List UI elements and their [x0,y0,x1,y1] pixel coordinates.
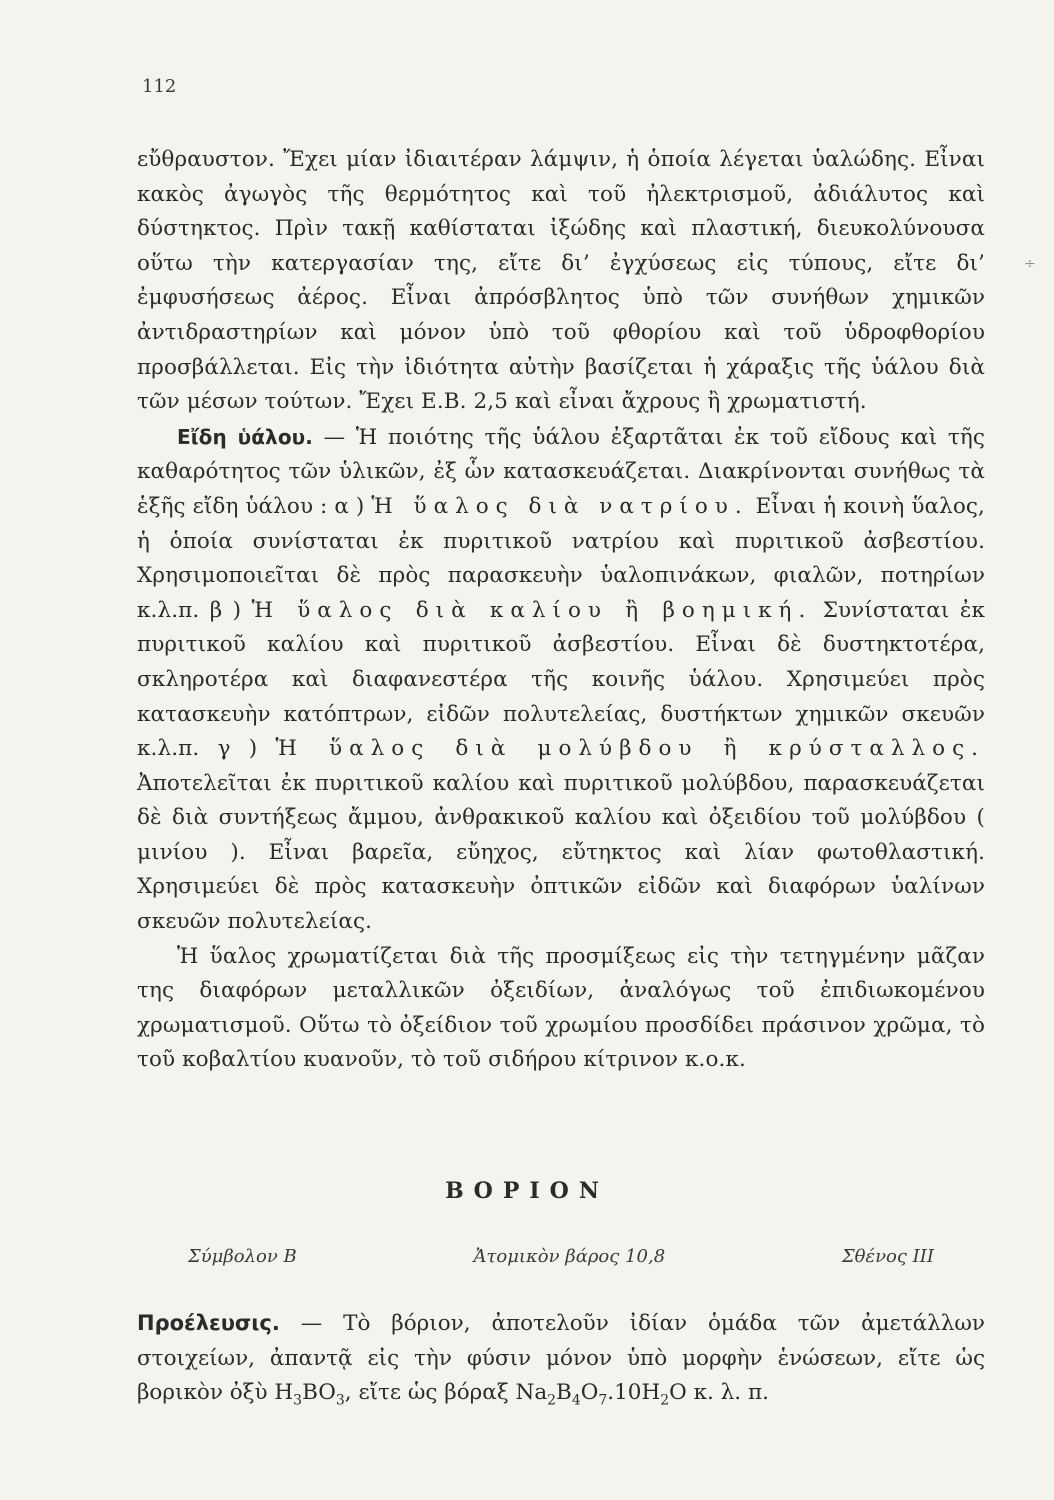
paragraph-text: , εἴτε ὡς βόραξ Na [344,1380,548,1406]
spaced-term: Ἡ ὕαλος διὰ καλίου ἢ βοημική. [251,597,813,623]
section-title: ΒΟΡΙΟΝ [445,1178,609,1204]
spaced-term: Ἡ ὕαλος διὰ μολύβδου ἢ κρύσταλλος. [275,736,985,762]
subscript: 3 [335,1392,345,1409]
paragraph-text: — Ἡ ποιότης τῆς ὑάλου ἐξαρτᾶται ἐκ τοῦ εἴδους καὶ τῆς καθαρότητος τῶν ὑλικῶν, ἐξ ὧν κατασκευάζεται. Διακρίνονται συνήθως τὰ ἑξῆς εἴδη ὑάλου : α ) [137,424,985,519]
paragraph-text: O [580,1380,599,1406]
subscript: 3 [293,1392,303,1409]
valence: Σθένος ΙΙΙ [841,1246,934,1267]
subscript: 7 [598,1392,608,1409]
atomic-weight: Ἀτομικὸν βάρος 10,8 [473,1246,666,1267]
subscript: 4 [571,1392,581,1409]
heading-glass-types: Εἴδη ὑάλου. [177,424,313,449]
paragraph-text: Εἶναι ἡ κοινὴ ὕαλος, ἡ ὁποία συνίσταται ἐκ πυριτικοῦ νατρίου καὶ πυριτικοῦ ἀσβεστίου. Χρησιμοποιεῖται δὲ πρὸς παρασκευὴν ὑαλοπινάκων, φιαλῶν, ποτηρίων κ.λ.π. β ) [137,493,985,623]
paragraph-origin [137,1306,985,1411]
paragraph-text: B [556,1380,572,1406]
body-text [137,143,985,1078]
paragraph-text: Ἀποτελεῖται ἐκ πυριτικοῦ καλίου καὶ πυριτικοῦ μολύβδου, παρασκευάζεται δὲ διὰ συντήξεως ἄμμου, ἀνθρακικοῦ καλίου καὶ ὀξειδίου τοῦ μολύβδου ( μινίου ). Εἶναι βαρεῖα, εὔηχος, εὔτηκτος καὶ λίαν φωτοθλαστική. Χρησιμεύει δὲ πρὸς κατασκευὴν ὀπτικῶν εἰδῶν καὶ διαφόρων ὑαλίνων σκευῶν πολυτελείας. [137,770,985,935]
paragraph-text: .10H [607,1380,661,1406]
paragraph-text: Συνίσταται ἐκ πυριτικοῦ καλίου καὶ πυριτικοῦ ἀσβεστίου. Εἶναι δὲ δυστηκτοτέρα, σκληροτέρα καὶ διαφανεστέρα τῆς κοινῆς ὑάλου. Χρησιμεύει πρὸς κατασκευὴν κατόπτρων, εἰδῶν πολυτελείας, δυστήκτων χημικῶν σκευῶν κ.λ.π. γ ) [137,597,985,762]
heading-origin: Προέλευσις. [137,1311,280,1335]
paragraph-glass-coloring: Ἡ ὕαλος χρωματίζεται διὰ τῆς προσμίξεως εἰς τὴν τετηγμένην μᾶζαν της διαφόρων μεταλλικῶν ὀξειδίων, ἀναλόγως τοῦ ἐπιδιωκομένου χρωματισμοῦ. Οὕτω τὸ ὀξείδιον τοῦ χρωμίου προσδίδει πράσινον χρῶμα, τὸ τοῦ κοβαλτίου κυανοῦν, τὸ τοῦ σιδήρου κίτρινον κ.ο.κ. [137,943,985,1073]
page-number: 112 [142,76,177,97]
paragraph-glass-types [137,420,985,940]
element-symbol: Σύμβολον Β [188,1246,297,1267]
subscript: 2 [660,1392,670,1409]
paragraph-text: O κ. λ. π. [669,1380,769,1406]
paragraph-glass-properties: εὔθραυστον. Ἔχει μίαν ἰδιαιτέραν λάμψιν, ἡ ὁποία λέγεται ὑαλώδης. Εἶναι κακὸς ἀγωγὸς τῆς θερμότητος καὶ τοῦ ἠλεκτρισμοῦ, ἀδιάλυτος καὶ δύστηκτος. Πρὶν τακῇ καθίσταται ἰξώδης καὶ πλαστική, διευκολύνουσα οὕτω τὴν κατεργασίαν της, εἴτε δι’ ἐγχύσεως εἰς τύπους, εἴτε δι’ ἐμφυσήσεως ἀέρος. Εἶναι ἀπρόσβλητος ὑπὸ τῶν συνήθων χημικῶν ἀντιδραστηρίων καὶ μόνον ὑπὸ τοῦ φθορίου καὶ τοῦ ὑδροφθορίου προσβάλλεται. Εἰς τὴν ἰδιότητα αὐτὴν βασίζεται ἡ χάραξις τῆς ὑάλου διὰ τῶν μέσων τούτων. Ἔχει Ε.Β. 2,5 καὶ εἶναι ἄχρους ἢ χρωματιστή. [137,147,985,415]
spaced-term: Ἡ ὕαλος διὰ νατρίου. [371,493,749,519]
paragraph-text: — Τὸ βόριον, ἀποτελοῦν ἰδίαν ὁμάδα τῶν ἀμετάλλων στοιχείων, ἀπαντᾷ εἰς τὴν φύσιν μόνον ὑπὸ μορφὴν ἑνώσεων, εἴτε ὡς βορικὸν ὀξὺ H [137,1311,985,1406]
margin-mark: ÷ [1024,256,1036,272]
element-meta-row [188,1246,934,1267]
subscript: 2 [547,1392,557,1409]
paragraph-text: BO [302,1380,336,1406]
